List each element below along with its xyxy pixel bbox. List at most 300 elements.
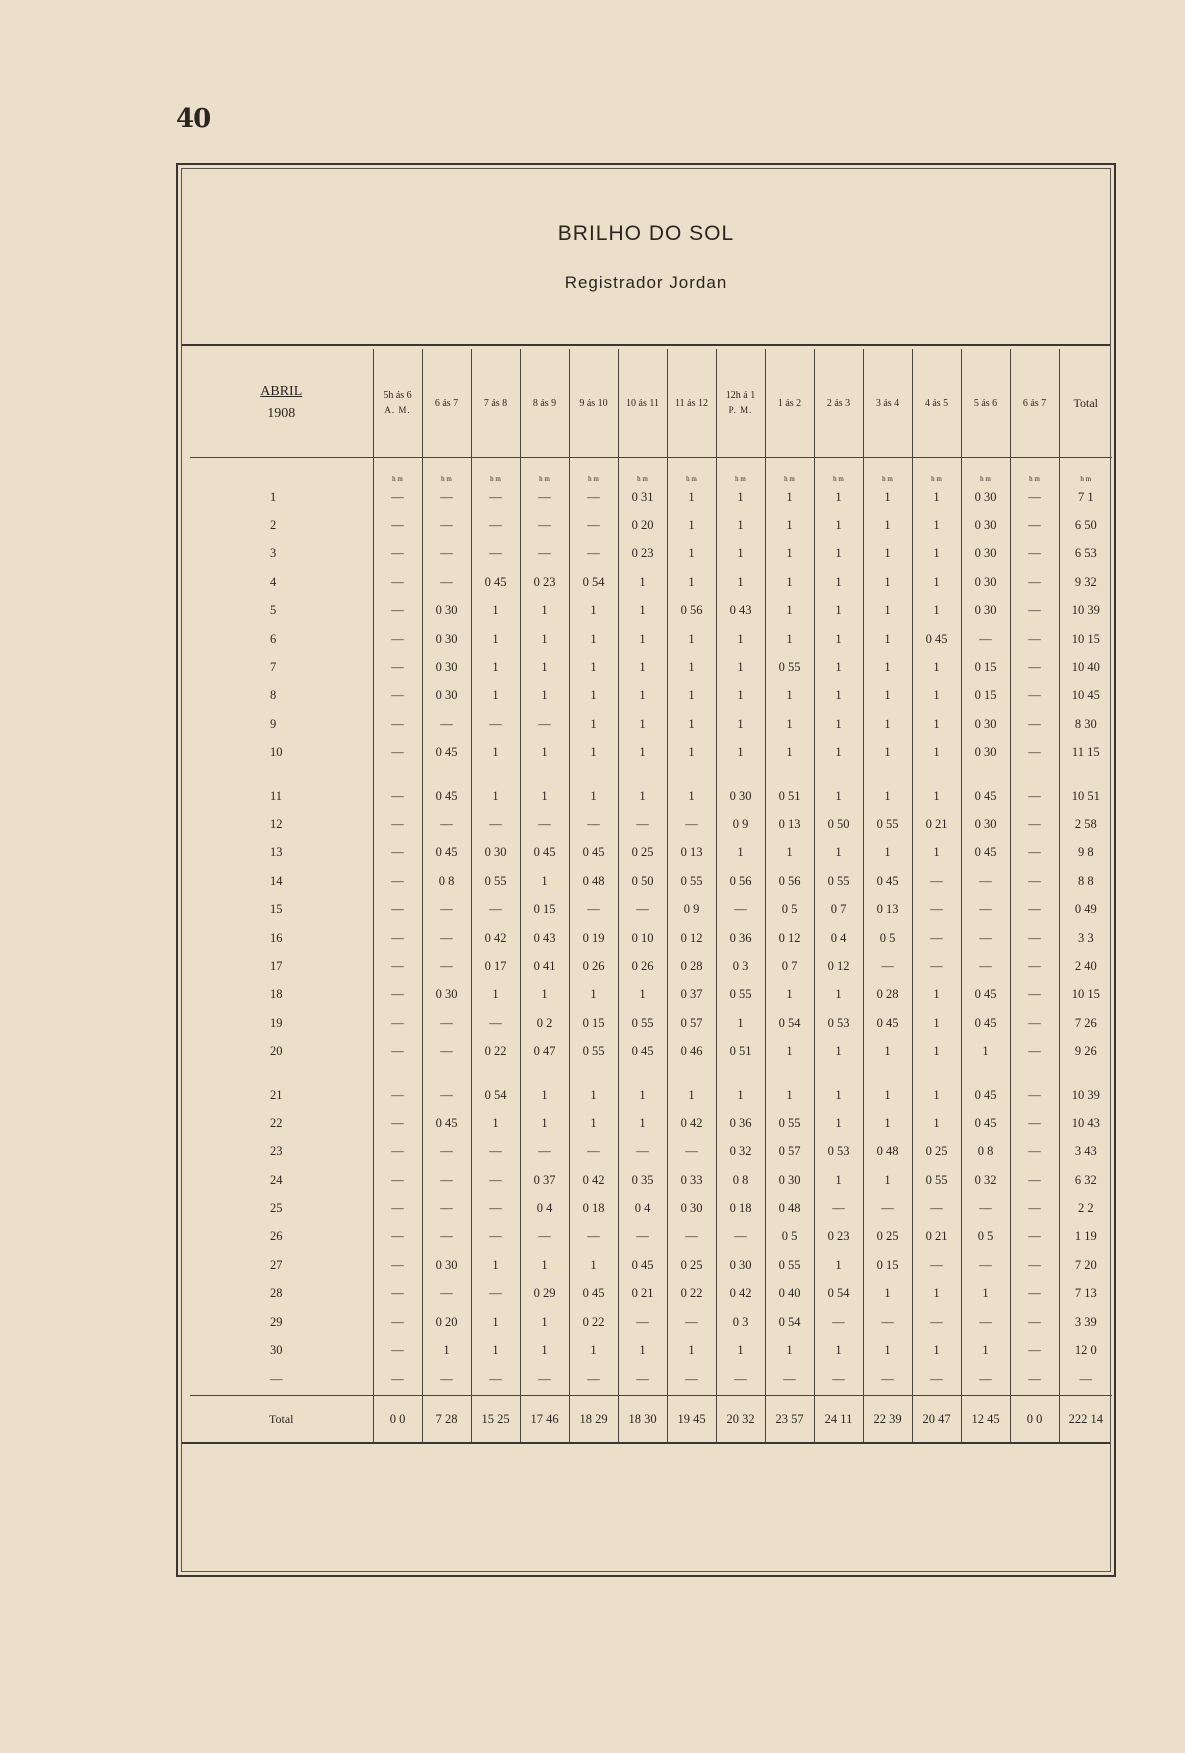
table-cell: 1 — [618, 981, 667, 1009]
table-cell: 1 — [569, 597, 618, 625]
table-cell: 0 45 — [422, 739, 471, 767]
table-cell: 1 — [569, 710, 618, 738]
table-cell: — — [373, 1009, 422, 1037]
table-cell: 1 — [618, 625, 667, 653]
day-number: 30 — [270, 1343, 283, 1358]
table-cell: 0 15 — [961, 682, 1010, 710]
table-cell: 0 45 — [961, 981, 1010, 1009]
table-cell: 0 45 — [863, 867, 912, 895]
table-cell: 1 — [765, 1066, 814, 1109]
day-number: 11 — [270, 788, 283, 803]
table-cell: — — [1010, 767, 1059, 810]
day-number: 9 — [270, 716, 277, 731]
table-cell: 1 — [765, 568, 814, 596]
total-cell: 15 25 — [471, 1395, 520, 1444]
table-cell: — — [1010, 895, 1059, 923]
table-cell: — — [618, 810, 667, 838]
table-cell: 10 51 — [1059, 767, 1112, 810]
table-cell: 1 — [863, 568, 912, 596]
unit-label: h m — [1059, 458, 1112, 484]
table-cell: 1 — [520, 625, 569, 653]
title-box — [182, 169, 1110, 346]
day-number: 12 — [270, 816, 283, 831]
table-cell: 1 — [863, 653, 912, 681]
table-cell: 1 — [667, 1336, 716, 1364]
table-cell: 1 — [912, 483, 961, 511]
total-cell: 12 45 — [961, 1395, 1010, 1444]
table-cell: — — [373, 1109, 422, 1137]
table-row — [190, 739, 1112, 767]
table-cell: — — [912, 1365, 961, 1396]
table-cell: 10 40 — [1059, 653, 1112, 681]
table-cell: 1 — [520, 981, 569, 1009]
table-cell: 0 13 — [765, 810, 814, 838]
table-cell: 0 32 — [961, 1166, 1010, 1194]
year-label: 1908 — [267, 406, 296, 421]
day-number: 19 — [270, 1015, 283, 1030]
table-cell: — — [961, 1308, 1010, 1336]
table-cell: 0 54 — [814, 1280, 863, 1308]
table-cell: — — [667, 1308, 716, 1336]
table-cell: — — [1010, 1194, 1059, 1222]
table-cell: — — [422, 1009, 471, 1037]
table-cell: 1 — [863, 625, 912, 653]
table-cell: 0 8 — [716, 1166, 765, 1194]
table-cell: 1 — [814, 1336, 863, 1364]
table-cell: 1 — [912, 568, 961, 596]
table-cell: — — [422, 540, 471, 568]
table-cell: — — [863, 1308, 912, 1336]
table-cell: 1 — [471, 1336, 520, 1364]
table-cell: — — [373, 895, 422, 923]
table-cell: — — [1010, 625, 1059, 653]
table-cell: 0 29 — [520, 1280, 569, 1308]
table-cell: 1 — [814, 1037, 863, 1065]
table-cell: 1 — [961, 1037, 1010, 1065]
column-header: 4 ás 5 — [912, 349, 961, 458]
table-cell: 0 45 — [569, 839, 618, 867]
unit-label: h m — [373, 458, 422, 484]
table-cell: 1 — [716, 483, 765, 511]
day-number: 26 — [270, 1229, 283, 1244]
table-cell: 1 — [912, 739, 961, 767]
table-cell: 0 15 — [961, 653, 1010, 681]
table-cell: 0 51 — [716, 1037, 765, 1065]
table-cell: — — [422, 1194, 471, 1222]
table-cell: 0 15 — [520, 895, 569, 923]
table-cell: 0 30 — [961, 483, 1010, 511]
table-cell: 1 — [912, 511, 961, 539]
table-cell: 1 — [814, 767, 863, 810]
table-cell: 0 53 — [814, 1009, 863, 1037]
table-row — [190, 1138, 1112, 1166]
table-cell: 0 45 — [961, 767, 1010, 810]
table-cell: 0 21 — [912, 810, 961, 838]
table-cell: — — [1010, 867, 1059, 895]
total-cell: 0 0 — [1010, 1395, 1059, 1444]
day-number: 6 — [270, 631, 277, 646]
table-cell: — — [373, 568, 422, 596]
table-cell: — — [373, 483, 422, 511]
table-cell: 1 — [520, 1336, 569, 1364]
table-cell: 1 — [765, 483, 814, 511]
table-cell: — — [1010, 839, 1059, 867]
table-cell: — — [471, 1223, 520, 1251]
table-cell: 1 — [912, 1109, 961, 1137]
table-row — [190, 1336, 1112, 1364]
table-cell: 1 — [765, 839, 814, 867]
table-cell: 1 — [569, 1336, 618, 1364]
table-cell: 1 — [716, 1066, 765, 1109]
table-cell: 0 30 — [961, 710, 1010, 738]
table-cell: — — [520, 540, 569, 568]
table-cell: 0 9 — [667, 895, 716, 923]
table-cell: — — [373, 710, 422, 738]
table-cell: 1 — [765, 1037, 814, 1065]
table-row — [190, 1037, 1112, 1065]
table-cell: 1 — [814, 568, 863, 596]
day-number: 13 — [270, 845, 283, 860]
table-cell: — — [471, 895, 520, 923]
table-cell: 0 7 — [765, 952, 814, 980]
table-cell: 1 — [520, 597, 569, 625]
unit-label: h m — [912, 458, 961, 484]
table-cell: — — [422, 924, 471, 952]
table-cell: — — [373, 767, 422, 810]
table-cell: — — [373, 739, 422, 767]
table-cell: 1 — [716, 1336, 765, 1364]
month-year-header — [190, 349, 373, 458]
day-number: 21 — [270, 1087, 283, 1102]
table-cell: 0 23 — [814, 1223, 863, 1251]
document-subtitle: Registrador Jordan — [564, 273, 728, 292]
table-cell: 0 4 — [618, 1194, 667, 1222]
table-cell: 0 21 — [912, 1223, 961, 1251]
table-cell: 1 — [863, 1280, 912, 1308]
table-cell: 0 30 — [716, 767, 765, 810]
table-cell: 1 — [716, 511, 765, 539]
table-cell: 0 33 — [667, 1166, 716, 1194]
table-cell: 1 — [863, 1066, 912, 1109]
table-cell: 1 — [912, 1037, 961, 1065]
table-cell: 0 21 — [618, 1280, 667, 1308]
table-cell: 12 0 — [1059, 1336, 1112, 1364]
table-cell: 0 56 — [765, 867, 814, 895]
table-cell: — — [716, 1223, 765, 1251]
table-cell: 0 54 — [765, 1308, 814, 1336]
table-cell: 1 — [814, 653, 863, 681]
table-cell: 1 — [618, 1336, 667, 1364]
table-cell: — — [1010, 1280, 1059, 1308]
table-cell: 1 — [471, 653, 520, 681]
table-cell: 1 — [765, 540, 814, 568]
table-row — [190, 1009, 1112, 1037]
table-cell: 1 — [912, 1336, 961, 1364]
column-header: 2 ás 3 — [814, 349, 863, 458]
table-cell: 0 35 — [618, 1166, 667, 1194]
table-cell: — — [961, 924, 1010, 952]
table-cell: 0 55 — [912, 1166, 961, 1194]
table-cell: 1 — [912, 767, 961, 810]
unit-label: h m — [520, 458, 569, 484]
table-row — [190, 653, 1112, 681]
table-cell: — — [961, 625, 1010, 653]
day-number: 3 — [270, 546, 277, 561]
table-cell: 1 — [912, 981, 961, 1009]
column-header: 8 ás 9 — [520, 349, 569, 458]
table-row — [190, 867, 1112, 895]
unit-label: h m — [961, 458, 1010, 484]
table-cell: 1 — [716, 625, 765, 653]
table-cell: — — [1010, 1037, 1059, 1065]
table-cell: — — [863, 1365, 912, 1396]
table-cell: 1 — [912, 710, 961, 738]
table-cell: — — [422, 1166, 471, 1194]
table-cell: — — [373, 981, 422, 1009]
table-cell: 0 5 — [765, 1223, 814, 1251]
table-cell: 0 23 — [618, 540, 667, 568]
table-cell: — — [912, 952, 961, 980]
table-cell: — — [471, 1166, 520, 1194]
table-cell: 1 — [471, 597, 520, 625]
table-cell: 1 — [520, 653, 569, 681]
table-cell: — — [422, 511, 471, 539]
table-cell: 0 30 — [961, 597, 1010, 625]
day-number: 27 — [270, 1257, 283, 1272]
table-cell: — — [1010, 739, 1059, 767]
table-cell: — — [618, 1138, 667, 1166]
table-cell: 0 22 — [667, 1280, 716, 1308]
table-cell: 10 39 — [1059, 1066, 1112, 1109]
table-cell: 1 — [667, 511, 716, 539]
table-cell: 1 — [716, 653, 765, 681]
table-cell: — — [814, 1365, 863, 1396]
table-cell: — — [520, 1138, 569, 1166]
table-cell: — — [912, 924, 961, 952]
table-cell: 1 — [618, 739, 667, 767]
table-cell: 11 15 — [1059, 739, 1112, 767]
table-row — [190, 483, 1112, 511]
table-cell: 1 — [814, 511, 863, 539]
table-cell: — — [471, 1138, 520, 1166]
table-cell: — — [1010, 952, 1059, 980]
table-cell: 0 54 — [471, 1066, 520, 1109]
day-number: 23 — [270, 1144, 283, 1159]
table-cell: 1 — [569, 739, 618, 767]
column-header: 6 ás 7 — [1010, 349, 1059, 458]
table-cell: 0 30 — [961, 540, 1010, 568]
bottom-rule — [182, 1442, 1110, 1444]
unit-label: h m — [1010, 458, 1059, 484]
table-cell: — — [716, 895, 765, 923]
table-cell: — — [373, 1280, 422, 1308]
table-cell: 0 45 — [422, 839, 471, 867]
table-cell: 0 30 — [422, 597, 471, 625]
table-cell: 0 9 — [716, 810, 765, 838]
table-cell: — — [1010, 1223, 1059, 1251]
table-cell: 0 30 — [961, 511, 1010, 539]
table-cell: — — [373, 810, 422, 838]
table-cell: 0 40 — [765, 1280, 814, 1308]
table-cell: — — [471, 1194, 520, 1222]
table-cell: — — [569, 1223, 618, 1251]
table-cell: 1 — [814, 625, 863, 653]
table-cell: 0 5 — [961, 1223, 1010, 1251]
table-cell: 0 47 — [520, 1037, 569, 1065]
table-cell: 0 55 — [863, 810, 912, 838]
unit-label: h m — [422, 458, 471, 484]
table-cell: 1 — [667, 767, 716, 810]
table-cell: 1 — [618, 1109, 667, 1137]
table-cell: — — [1010, 568, 1059, 596]
column-header: 11 ás 12 — [667, 349, 716, 458]
table-cell: — — [1010, 924, 1059, 952]
table-cell: 3 3 — [1059, 924, 1112, 952]
header-row — [190, 349, 1112, 458]
table-cell: — — [1010, 1138, 1059, 1166]
am-label: A. M. — [384, 405, 411, 415]
table-cell: 1 — [814, 1166, 863, 1194]
table-cell: — — [471, 511, 520, 539]
table-cell: — — [961, 1365, 1010, 1396]
unit-label: h m — [765, 458, 814, 484]
table-cell: — — [520, 1223, 569, 1251]
table-cell: — — [569, 810, 618, 838]
table-cell: — — [471, 1009, 520, 1037]
table-row — [190, 1223, 1112, 1251]
table-cell: — — [961, 867, 1010, 895]
unit-label: h m — [814, 458, 863, 484]
table-cell: 1 — [716, 839, 765, 867]
day-number: 24 — [270, 1172, 283, 1187]
table-cell: 1 — [667, 653, 716, 681]
table-cell: — — [1010, 1166, 1059, 1194]
table-cell: 1 — [814, 540, 863, 568]
table-cell: 1 — [520, 867, 569, 895]
table-cell: 0 25 — [912, 1138, 961, 1166]
table-cell: — — [373, 952, 422, 980]
table-row — [190, 682, 1112, 710]
table-cell: 0 42 — [569, 1166, 618, 1194]
table-row — [190, 710, 1112, 738]
unit-label: h m — [863, 458, 912, 484]
total-label: Total — [190, 1395, 373, 1444]
table-body — [190, 458, 1112, 1444]
day-number: 2 — [270, 518, 277, 533]
table-cell: — — [422, 952, 471, 980]
table-cell: 10 39 — [1059, 597, 1112, 625]
table-cell: — — [471, 710, 520, 738]
document-title: BRILHO DO SOL — [557, 222, 735, 245]
table-cell: — — [1010, 511, 1059, 539]
table-cell: 1 — [569, 653, 618, 681]
table-cell: 0 25 — [863, 1223, 912, 1251]
table-cell: 1 — [765, 739, 814, 767]
table-cell: — — [569, 540, 618, 568]
table-cell: — — [667, 1138, 716, 1166]
table-cell: 1 — [912, 1280, 961, 1308]
table-cell: 0 48 — [863, 1138, 912, 1166]
table-cell: — — [520, 511, 569, 539]
column-header: 6 ás 7 — [422, 349, 471, 458]
table-cell: 1 — [814, 682, 863, 710]
table-cell: 1 — [912, 839, 961, 867]
table-cell: 10 45 — [1059, 682, 1112, 710]
unit-label: h m — [716, 458, 765, 484]
table-cell: 0 50 — [814, 810, 863, 838]
table-cell: — — [373, 1166, 422, 1194]
table-cell: — — [1010, 710, 1059, 738]
table-cell: 1 — [569, 1066, 618, 1109]
column-header: 7 ás 8 — [471, 349, 520, 458]
table-cell: — — [422, 895, 471, 923]
table-cell: 1 — [814, 839, 863, 867]
table-cell: 0 55 — [569, 1037, 618, 1065]
table-cell: 1 — [471, 739, 520, 767]
table-cell: 0 54 — [569, 568, 618, 596]
table-cell: 0 30 — [422, 653, 471, 681]
table-cell: 0 10 — [618, 924, 667, 952]
day-number: 22 — [270, 1115, 283, 1130]
table-cell: 1 — [471, 1308, 520, 1336]
table-cell: 1 — [569, 625, 618, 653]
total-cell: 23 57 — [765, 1395, 814, 1444]
table-cell: — — [863, 1194, 912, 1222]
table-cell: 1 — [912, 540, 961, 568]
table-cell: — — [618, 895, 667, 923]
table-row — [190, 895, 1112, 923]
table-cell: 0 45 — [618, 1037, 667, 1065]
table-cell: 0 45 — [961, 839, 1010, 867]
table-cell: 1 — [569, 1109, 618, 1137]
table-cell: 0 45 — [569, 1280, 618, 1308]
table-cell: 2 2 — [1059, 1194, 1112, 1222]
table-cell: 1 — [471, 625, 520, 653]
table-row — [190, 1365, 1112, 1396]
table-cell: — — [373, 597, 422, 625]
table-cell: — — [1010, 981, 1059, 1009]
table-cell: 0 45 — [422, 767, 471, 810]
table-cell: 0 45 — [863, 1009, 912, 1037]
table-cell: — — [569, 1365, 618, 1396]
table-cell: 1 — [961, 1336, 1010, 1364]
total-cell: 22 39 — [863, 1395, 912, 1444]
table-cell: — — [569, 895, 618, 923]
table-cell: — — [422, 710, 471, 738]
table-cell: 0 26 — [569, 952, 618, 980]
table-cell: — — [373, 839, 422, 867]
table-cell: 1 — [863, 483, 912, 511]
table-cell: 1 — [863, 1109, 912, 1137]
table-cell: 0 42 — [716, 1280, 765, 1308]
table-row — [190, 568, 1112, 596]
table-cell: 1 — [667, 625, 716, 653]
table-cell: 1 — [667, 568, 716, 596]
table-cell: 0 32 — [716, 1138, 765, 1166]
table-cell: 10 43 — [1059, 1109, 1112, 1137]
table-cell: — — [1010, 682, 1059, 710]
table-row — [190, 1308, 1112, 1336]
table-cell: 0 45 — [912, 625, 961, 653]
table-cell: 0 49 — [1059, 895, 1112, 923]
table-cell: 0 30 — [961, 810, 1010, 838]
table-cell: 1 — [814, 1251, 863, 1279]
day-number: — — [270, 1372, 283, 1387]
table-cell: 0 31 — [618, 483, 667, 511]
table-cell: — — [912, 895, 961, 923]
table-cell: 0 55 — [765, 653, 814, 681]
table-cell: — — [373, 540, 422, 568]
